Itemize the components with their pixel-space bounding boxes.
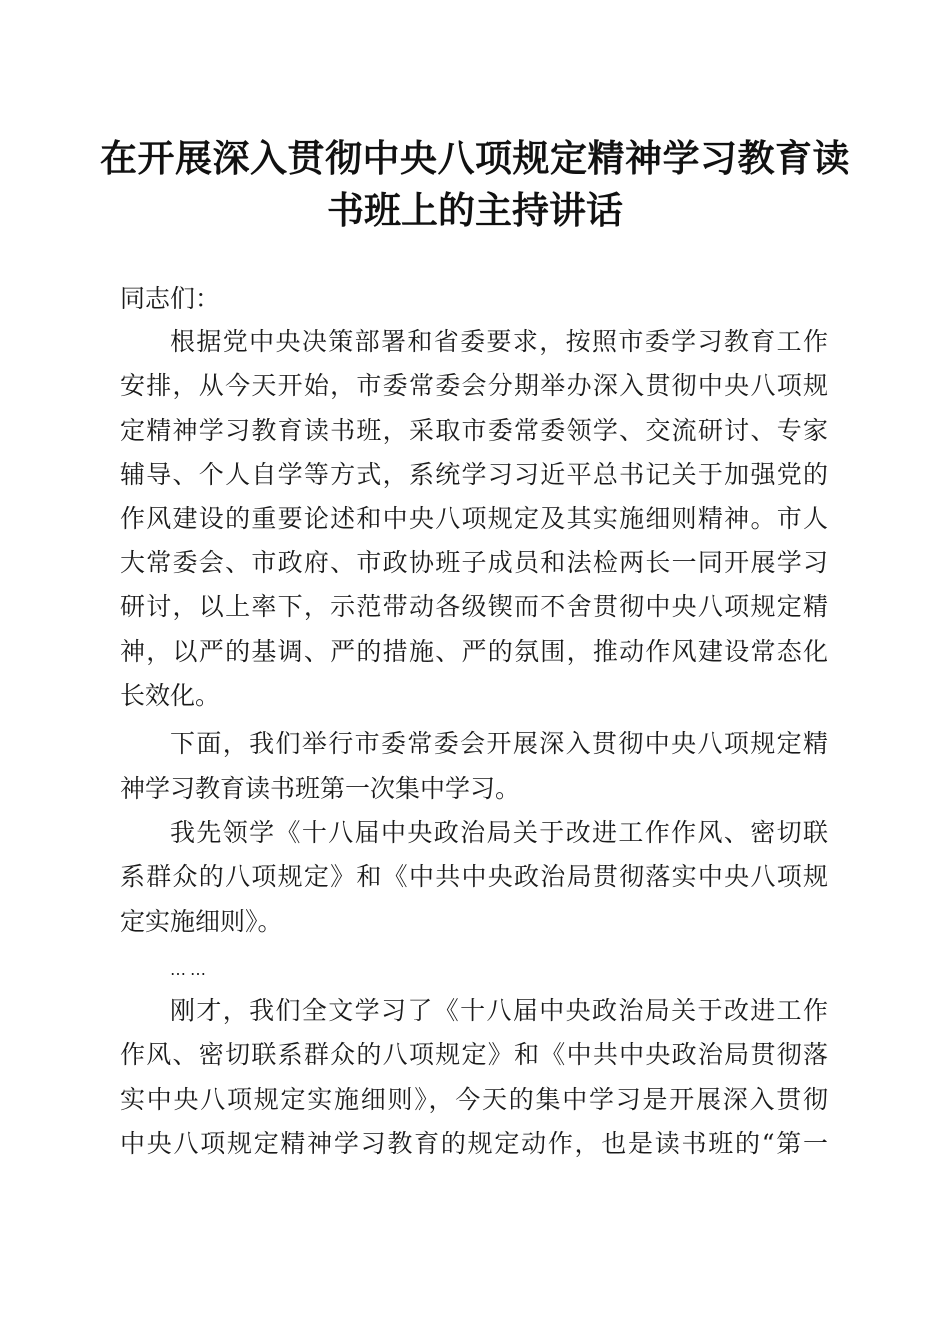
body-line: 长效化。 bbox=[120, 681, 221, 710]
body-line: 辅导、个人自学等方式，系统学习习近平总书记关于加强党的 bbox=[120, 460, 828, 489]
body-line: 刚才，我们全文学习了《十八届中央政治局关于改进工作 bbox=[170, 996, 828, 1025]
body-line: 神，以严的基调、严的措施、严的氛围，推动作风建设常态化 bbox=[120, 637, 828, 666]
body-line: 实中央八项规定实施细则》，今天的集中学习是开展深入贯彻 bbox=[120, 1085, 828, 1114]
body-line: 我先领学《十八届中央政治局关于改进工作作风、密切联 bbox=[170, 818, 828, 847]
body-line: 大常委会、市政府、市政协班子成员和法检两长一同开展学习 bbox=[120, 548, 828, 577]
body-line: 定精神学习教育读书班，采取市委常委领学、交流研讨、专家 bbox=[120, 416, 828, 445]
document-title-line-1: 在开展深入贯彻中央八项规定精神学习教育读 bbox=[100, 136, 850, 180]
body-line: 研讨，以上率下，示范带动各级锲而不舍贯彻中央八项规定精 bbox=[120, 592, 828, 621]
body-line: 系群众的八项规定》和《中共中央政治局贯彻落实中央八项规 bbox=[120, 862, 828, 891]
body-line: 作风、密切联系群众的八项规定》和《中共中央政治局贯彻落 bbox=[120, 1040, 828, 1069]
body-line: 中央八项规定精神学习教育的规定动作，也是读书班的“第一 bbox=[120, 1129, 828, 1158]
ellipsis-line: …… bbox=[170, 960, 210, 979]
body-line: 神学习教育读书班第一次集中学习。 bbox=[120, 774, 521, 803]
body-line: 下面，我们举行市委常委会开展深入贯彻中央八项规定精 bbox=[170, 729, 828, 758]
body-line: 作风建设的重要论述和中央八项规定及其实施细则精神。市人 bbox=[120, 504, 828, 533]
body-line: 根据党中央决策部署和省委要求，按照市委学习教育工作 bbox=[170, 327, 828, 356]
body-line: 安排，从今天开始，市委常委会分期举办深入贯彻中央八项规 bbox=[120, 371, 828, 400]
body-line: 定实施细则》。 bbox=[120, 907, 283, 936]
document-title-line-2: 书班上的主持讲话 bbox=[327, 188, 623, 232]
salutation: 同志们： bbox=[120, 284, 221, 313]
